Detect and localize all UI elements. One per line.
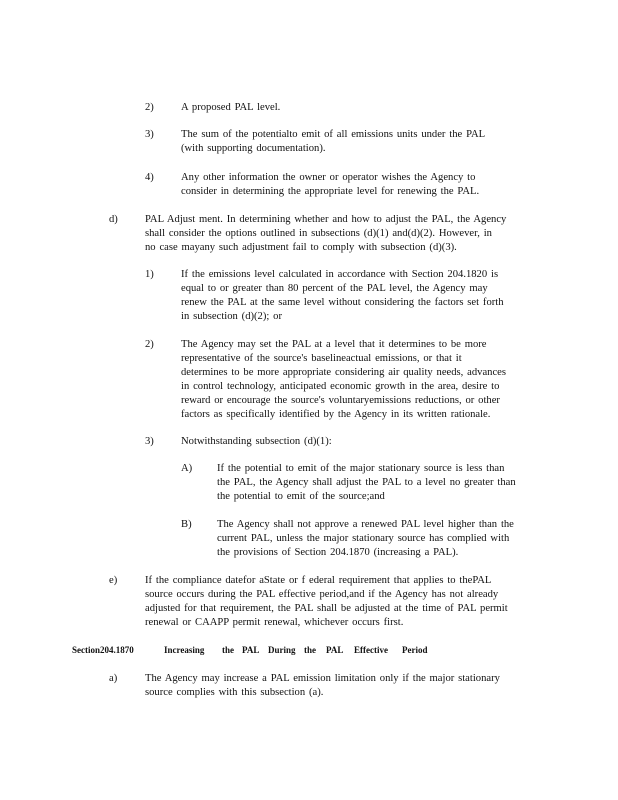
text-line: (with supporting documentation). — [181, 142, 326, 154]
item-label: 4) — [145, 172, 154, 183]
item-label: A) — [181, 463, 193, 474]
heading-word: During — [268, 645, 296, 655]
text-line: the provisions of Section 204.1870 (increasing a PAL). — [217, 546, 459, 558]
heading-section-number: 204.1870 — [100, 645, 134, 655]
item-label: d) — [109, 214, 118, 225]
text-line: equal to or greater than 80 percent of the PAL level, the Agency may — [181, 282, 488, 294]
text-line: The Agency shall not approve a renewed PAL level higher than the — [217, 519, 514, 530]
text-line: the potential to emit of the source;and — [217, 490, 385, 502]
item-label: a) — [109, 673, 118, 684]
item-text — [181, 338, 531, 421]
text-line: If the potential to emit of the major stationary source is less than — [217, 463, 505, 474]
item-label: 1) — [145, 269, 154, 280]
heading-word: PAL — [326, 645, 344, 655]
item-label: e) — [109, 575, 118, 586]
item-text — [145, 213, 537, 255]
item-text — [181, 435, 481, 449]
text-line: If the emissions level calculated in accordance with Section 204.1820 is — [181, 269, 499, 280]
text-line: renewal or CAAPP permit renewal, whichever occurs first. — [145, 616, 404, 628]
item-label: 2) — [145, 102, 154, 113]
heading-word: the — [222, 645, 234, 655]
item-text — [181, 268, 531, 324]
text-line: PAL Adjust ment. In determining whether and how to adjust the PAL, the Agency — [145, 214, 507, 225]
text-line: source occurs during the PAL effective period,and if the Agency has not already — [145, 588, 499, 600]
text-line: determines to be more appropriate considering air quality needs, advances — [181, 366, 506, 378]
text-line: The sum of the potentialto emit of all emissions units under the PAL — [181, 129, 486, 140]
text-line: representative of the source's baselineactual emissions, or that it — [181, 352, 462, 364]
item-text — [145, 574, 537, 630]
item-text — [217, 518, 539, 560]
text-line: no case mayany such adjustment fail to comply with subsection (d)(3). — [145, 241, 457, 253]
text-line: source complies with this subsection (a). — [145, 686, 324, 698]
item-label: B) — [181, 519, 192, 530]
heading-word: Section — [72, 645, 100, 655]
heading-word: Increasing — [164, 645, 205, 655]
text-line: reward or encourage the source's voluntaryemissions reductions, or other — [181, 394, 500, 406]
heading-word: Effective — [354, 645, 388, 655]
text-line: A proposed PAL level. — [181, 102, 281, 113]
text-line: Notwithstanding subsection (d)(1): — [181, 436, 332, 447]
item-label: 3) — [145, 436, 154, 447]
text-line: adjusted for that requirement, the PAL shall be adjusted at the time of PAL permit — [145, 602, 508, 614]
text-line: factors as specifically identified by the Agency in its written rationale. — [181, 408, 491, 420]
item-text — [181, 171, 511, 199]
text-line: The Agency may set the PAL at a level that it determines to be more — [181, 339, 487, 350]
heading-word: PAL — [242, 645, 260, 655]
text-line: the PAL, the Agency shall adjust the PAL to a level no greater than — [217, 476, 516, 488]
text-line: in subsection (d)(2); or — [181, 310, 282, 322]
text-line: If the compliance datefor aState or f ederal requirement that applies to thePAL — [145, 575, 492, 586]
item-text — [181, 128, 511, 156]
heading-word: the — [304, 645, 316, 655]
item-text — [181, 101, 511, 115]
item-label: 2) — [145, 339, 154, 350]
item-label: 3) — [145, 129, 154, 140]
text-line: current PAL, unless the major stationary source has complied with — [217, 532, 510, 544]
text-line: renew the PAL at the same level without considering the factors set forth — [181, 296, 504, 308]
text-line: consider in determining the appropriate level for renewing the PAL. — [181, 185, 480, 197]
text-line: Any other information the owner or operator wishes the Agency to — [181, 172, 476, 183]
heading-word: Period — [402, 645, 428, 655]
item-text — [217, 462, 539, 504]
text-line: The Agency may increase a PAL emission limitation only if the major stationary — [145, 673, 500, 684]
text-line: shall consider the options outlined in subsections (d)(1) and(d)(2). However, in — [145, 227, 492, 239]
text-line: in control technology, anticipated economic growth in the area, desire to — [181, 380, 500, 392]
item-text — [145, 672, 523, 700]
